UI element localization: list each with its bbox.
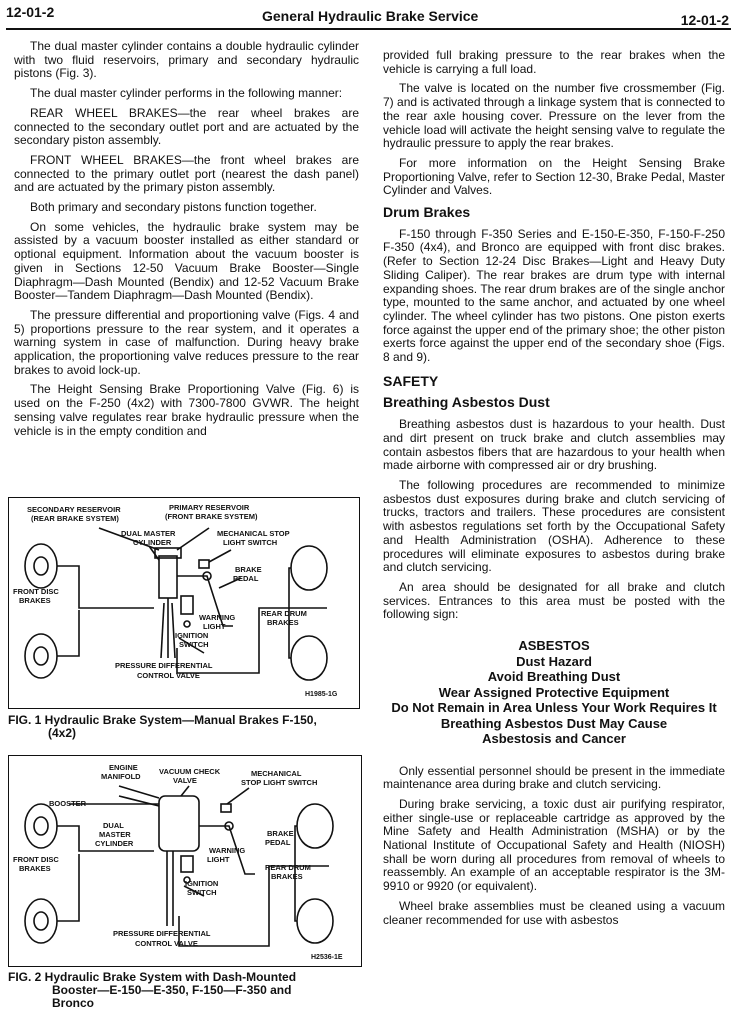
paragraph: FRONT WHEEL BRAKES—the front wheel brakes are connected to the primary outlet port (nearest the dash panel) and are actuated by the primary piston assembly. [14, 152, 359, 195]
label-rear-drum-sub: BRAKES [271, 872, 303, 881]
asbestos-warning-sign [383, 638, 725, 747]
label-warning-light-sub: LIGHT [207, 855, 230, 864]
front-left-wheel-icon [25, 544, 57, 588]
paragraph: provided full braking pressure to the rear brakes when the vehicle is carrying a full load. [383, 48, 725, 76]
label-ignition-sub: SWITCH [179, 640, 209, 649]
label-primary-reservoir-sub: (FRONT BRAKE SYSTEM) [165, 512, 258, 521]
label-dual-master: DUAL MASTER [121, 529, 176, 538]
label-pressure-diff: PRESSURE DIFFERENTIAL [115, 661, 213, 670]
label-front-disc-sub: BRAKES [19, 596, 51, 605]
page-number-right: 12-01-2 [680, 12, 729, 28]
label-brake-pedal: BRAKE [267, 829, 294, 838]
label-mech-stop-sub: STOP LIGHT SWITCH [241, 778, 318, 787]
label-pressure-diff: PRESSURE DIFFERENTIAL [113, 929, 211, 938]
figure-1-diagram [8, 497, 360, 709]
paragraph: F-150 through F-350 Series and E-150-E-350, F-150-F-250 F-350 (4x4), and Bronco are equipped with front disc brakes. (Refer to Section 12-24 Disc Brakes—Light and Heavy Duty Sliding Caliper). The rear brakes are drum type with internal expanding shoes. The rear drum brakes are of the single anchor type, mounted to the same anchor, and actuated by one wheel cylinder. The wheel cylinder has two pistons. One piston exerts force against the upper end of the primary shoe; the other piston exerts force against the upper end of the secondary shoe (Figs. 8 and 9). [383, 226, 725, 365]
booster-icon [159, 796, 199, 851]
paragraph: Only essential personnel should be present in the immediate maintenance area during brake and clutch servicing. [383, 763, 725, 792]
label-brake-pedal-sub: PEDAL [233, 574, 259, 583]
sign-line: Do Not Remain in Area Unless Your Work Requires It [391, 700, 717, 716]
page-title: General Hydraulic Brake Service [262, 8, 479, 24]
paragraph: REAR WHEEL BRAKES—the rear wheel brakes are connected to the secondary outlet port and are actuated by the secondary piston assembly. [14, 105, 359, 148]
label-mech-stop: MECHANICAL [251, 769, 302, 778]
label-ignition: IGNITION [185, 879, 219, 888]
label-brake-pedal: BRAKE [235, 565, 262, 574]
label-vacuum-check-sub: VALVE [173, 776, 197, 785]
caption-line: Bronco [52, 996, 94, 1010]
caption-line: Booster—E-150—E-350, F-150—F-350 and [52, 983, 292, 997]
label-pressure-diff-sub: CONTROL VALVE [135, 939, 198, 948]
pressure-valve-icon [181, 856, 193, 872]
paragraph: Wheel brake assemblies must be cleaned using a vacuum cleaner recommended for use with asbestos [383, 898, 725, 927]
label-dual-master-sub2: CYLINDER [95, 839, 134, 848]
paragraph: Breathing asbestos dust is hazardous to your health. Dust and dirt present on truck brake and clutch assemblies may contain asbestos fibers that are hazardous to your health when made airborne with compressed air or dry brushing. [383, 417, 725, 473]
paragraph: The valve is located on the number five crossmember (Fig. 7) and is activated through a linkage system that is connected to the rear axle housing cover. Pressure on the lever from the vehicle load will activate the height sensing valve to regulate the hydraulic pressure to apply the rear brakes. [383, 81, 725, 151]
label-pressure-diff-sub: CONTROL VALVE [137, 671, 200, 680]
label-dual-master: DUAL [103, 821, 124, 830]
rear-right-drum-icon [291, 636, 327, 680]
label-front-disc-sub: BRAKES [19, 864, 51, 873]
asbestos-heading: Breathing Asbestos Dust [383, 394, 550, 411]
sign-line: Asbestosis and Cancer [482, 731, 626, 747]
label-rear-drum: REAR DRUM [265, 863, 311, 872]
label-primary-reservoir: PRIMARY RESERVOIR [169, 503, 250, 512]
rear-right-drum-icon [297, 899, 333, 943]
label-secondary-reservoir: SECONDARY RESERVOIR [27, 505, 121, 514]
header-rule [6, 28, 731, 30]
figure-code: H2536-1E [311, 954, 343, 961]
paragraph: The pressure differential and proportioning valve (Figs. 4 and 5) proportions pressure to the rear system, and it operates a warning system in case of malfunction. During heavy brake application, the proportioning valve reduces pressure to the rear brakes to avoid lock-up. [14, 307, 359, 377]
paragraph: Both primary and secondary pistons function together. [30, 200, 317, 215]
paragraph: The following procedures are recommended to minimize asbestos dust exposures during brake and clutch servicing of trucks, tractors and trailers. These procedures are consistent with asbestos regulations set forth by the Occupational Safety and Health Administration (OSHA). Adherence to these procedures will eliminate exposures to asbestos during brake and clutch servicing. [383, 477, 725, 575]
paragraph: On some vehicles, the hydraulic brake system may be assisted by a vacuum booster installed as either standard or optional equipment. Information about the vacuum booster is given in Sections 12-50 Vacuum Brake Booster—Single Diaphragm—Dash Mounted (Bendix) and 12-52 Vacuum Brake Booster—Tandem Diaphragm—Dash Mounted (Bendix). [14, 219, 359, 303]
label-dual-master-sub: CYLINDER [133, 538, 172, 547]
safety-heading: SAFETY [383, 372, 439, 389]
label-engine-manifold-sub: MANIFOLD [101, 772, 141, 781]
front-right-wheel-icon [25, 634, 57, 678]
paragraph: The dual master cylinder contains a double hydraulic cylinder with two fluid reservoirs, primary and secondary hydraulic pistons (Fig. 3). [14, 39, 359, 81]
rear-left-drum-icon [297, 804, 333, 848]
left-column [14, 40, 359, 444]
page-number-left: 12-01-2 [6, 4, 55, 20]
sign-line: ASBESTOS [518, 638, 590, 654]
paragraph: During brake servicing, a toxic dust air purifying respirator, either single-use or replaceable cartridge as approved by the Mine Safety and Health Administration (MSHA) or by the National Institute of Occupational Safety and Health (NIOSH) shall be worn during all procedures from removal of wheels to reassembly. An example of an acceptable respirator is the 3M-9910 or 9920 (or equivalent). [383, 796, 725, 894]
paragraph: For more information on the Height Sensing Brake Proportioning Valve, refer to Section 12-30, Brake Pedal, Master Cylinder and Valves. [383, 155, 725, 198]
label-engine-manifold: ENGINE [109, 763, 138, 772]
label-mech-stop-sub: LIGHT SWITCH [223, 538, 278, 547]
label-brake-pedal-sub: PEDAL [265, 838, 291, 847]
pressure-valve-icon [181, 596, 193, 614]
label-booster: BOOSTER [49, 799, 87, 808]
figure-code: H1985-1G [305, 691, 338, 698]
figure-2-diagram [8, 755, 362, 967]
figure-1-svg [9, 498, 359, 708]
figure-2-caption [8, 971, 360, 1010]
figure-1-caption [8, 714, 358, 740]
label-rear-drum-sub: BRAKES [267, 618, 299, 627]
paragraph: The dual master cylinder performs in the following manner: [30, 86, 343, 101]
label-front-disc: FRONT DISC [13, 855, 59, 864]
page-header [0, 0, 737, 30]
caption-line: (4x2) [48, 726, 77, 740]
sign-line: Dust Hazard [516, 653, 592, 669]
label-ignition: IGNITION [175, 631, 209, 640]
caption-line: FIG. 2 Hydraulic Brake System with Dash-Mounted [8, 970, 297, 984]
label-ignition-sub: SWITCH [187, 888, 217, 897]
front-left-wheel-icon [25, 804, 57, 848]
label-warning-light: WARNING [209, 846, 246, 855]
caption-line: FIG. 1 Hydraulic Brake System—Manual Brakes F-150, [8, 713, 317, 727]
sign-line: Wear Assigned Protective Equipment [438, 684, 670, 700]
right-column [383, 49, 725, 933]
label-warning-light-sub: LIGHT [203, 622, 226, 631]
front-right-wheel-icon [25, 899, 57, 943]
sign-line: Avoid Breathing Dust [487, 669, 621, 685]
label-front-disc: FRONT DISC [13, 587, 59, 596]
label-dual-master-sub: MASTER [99, 830, 131, 839]
master-cylinder-icon [159, 556, 177, 598]
sign-line: Breathing Asbestos Dust May Cause [440, 715, 668, 731]
drum-brakes-heading: Drum Brakes [383, 204, 471, 221]
label-vacuum-check: VACUUM CHECK [159, 767, 221, 776]
paragraph: An area should be designated for all brake and clutch services. Entrances to this area must be posted with the following sign: [383, 579, 725, 622]
figure-2-svg [9, 756, 361, 966]
label-warning-light: WARNING [199, 613, 236, 622]
rear-left-drum-icon [291, 546, 327, 590]
label-secondary-reservoir-sub: (REAR BRAKE SYSTEM) [31, 514, 119, 523]
paragraph: The Height Sensing Brake Proportioning Valve (Fig. 6) is used on the F-250 (4x2) with 7300-7800 GVWR. The height sensing valve regulates rear brake hydraulic pressure when the vehicle is in the empty condition and [14, 382, 359, 438]
label-mech-stop: MECHANICAL STOP [217, 529, 290, 538]
label-rear-drum: REAR DRUM [261, 609, 307, 618]
